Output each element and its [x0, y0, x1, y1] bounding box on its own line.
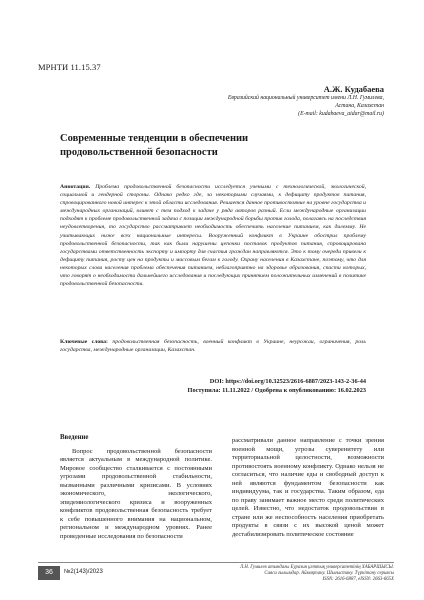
page-number: 36 — [38, 566, 60, 580]
body-text-right: рассматривали данное направление с точки зрения военной мощи, угрозы суверенитету или территориальной целостности, возможности противостоять военному конфликту. Однако нельзя не согласиться, что наличие еды и свободный доступ к ней являются фундаментом безопасности как индивидуума, так и государства. Таким образом, еда по праву занимает важное место среди политических целей. Известно, что недостаток продовольствия в стране или же неспособность населения приобретать продукты в связи с их высокой ценой может дестабилизировать политическое состояние — [232, 437, 384, 538]
body-column-right — [232, 437, 384, 539]
doi-link[interactable]: DOI: https://doi.org/10.32523/2616-6887/2023-143-2-36-44 — [209, 378, 366, 385]
author-city: Астана, Казахстан — [335, 103, 384, 110]
abstract — [60, 183, 366, 288]
issue-number: №2(143)/2023 — [64, 569, 103, 575]
author-affiliation: Евразийский национальный университет имени Л.Н. Гумилева, — [227, 95, 384, 101]
keywords — [60, 338, 366, 354]
keywords-text: продовольственная безопасность, военный конфликт в Украине, неурожаи, ограничения, роль государства, международные организации, Казахстан. — [60, 339, 367, 354]
journal-info-line2: Саяси ғылымдар. Аймақтану. Шығыстану. Түркітану сериясы — [264, 571, 394, 577]
journal-info-line1: Л.Н. Гумилев атындағы Еуразия ұлттық университетінің ХАБАРШЫСЫ. — [239, 565, 394, 570]
author-block — [124, 84, 384, 119]
received-dates: Поступила: 11.11.2022 / Одобрена к опубликованию: 16.02.2023 — [187, 387, 366, 394]
abstract-label: Аннотация. — [60, 184, 91, 190]
mrnti-code: МРНТИ 11.15.37 — [38, 62, 101, 72]
keywords-label: Ключевые слова: — [60, 339, 108, 345]
body-text-left: Вопрос продовольственной безопасности является актуальным в международной политике. Мировое сообщество сталкивается с постоянными угрозами продовольственной стабильности, вызванными различными кризисами. В условиях экономического, экологического, эпидемиологического кризиса и вооруженных конфликтов продовольственная безопасность требует к себе повышенного внимания на национальном, региональном и международном уровнях. Ранее проведенные исследования по безопасности — [60, 447, 212, 540]
abstract-text: Проблема продовольственной безопасности исследуется учеными с технологической, экологической, социальной и гендерной стороны. Однако редко где, за некоторыми случаями, к дефициту продуктов питания, спровоцированного новой интерес к этой области исследования. Решается данное противостояние на уровне государства и международных организаций, влияет с тем подход к задаче у ряда авторов разный. Если международные организации подходят к проблеме продовольственной задача с позиции международной борьбы против голода, полагаясь на последствия неудовлетворения, то государство рассматривает необходимость обеспечить население питанием, как дилемму. Не учитывающих ниже всех национальные интересы. Вооруженный конфликт в Украине обострил проблему продовольственной безопасности, так как были нарушены цепочки поставок продуктов питания, спровоцирована государствами ответственность экспорту и импорту для счастья граждан направляются. Это к тому очереди привели к дефициту питания, росту цен на продукты и массовым бегам к голоду. Охрану населения в Казахстане, поэтому, что для некоторых слова населения проблема обеспечения питанием, неблагоприятно на здоровье образования, спасти которых, что говорят о необходимости дальнейшего исследования и последующих принятием положительных изменений в политике продовольственной безопасности. — [60, 184, 366, 288]
footer-divider — [38, 562, 394, 563]
section-title: Введение — [60, 434, 89, 441]
body-column-left — [60, 434, 212, 541]
article-title: Современные тенденции в обеспечении продовольственной безопасности — [60, 133, 249, 158]
journal-info-line3: ISSN: 2616-6887, eISSN: 2663-665X — [322, 577, 394, 583]
journal-info — [214, 565, 394, 584]
author-name: А.Ж. Кудабаева — [323, 84, 384, 94]
author-email: (E-mail: kudabaeva_aidar@mail.ru) — [298, 111, 384, 118]
